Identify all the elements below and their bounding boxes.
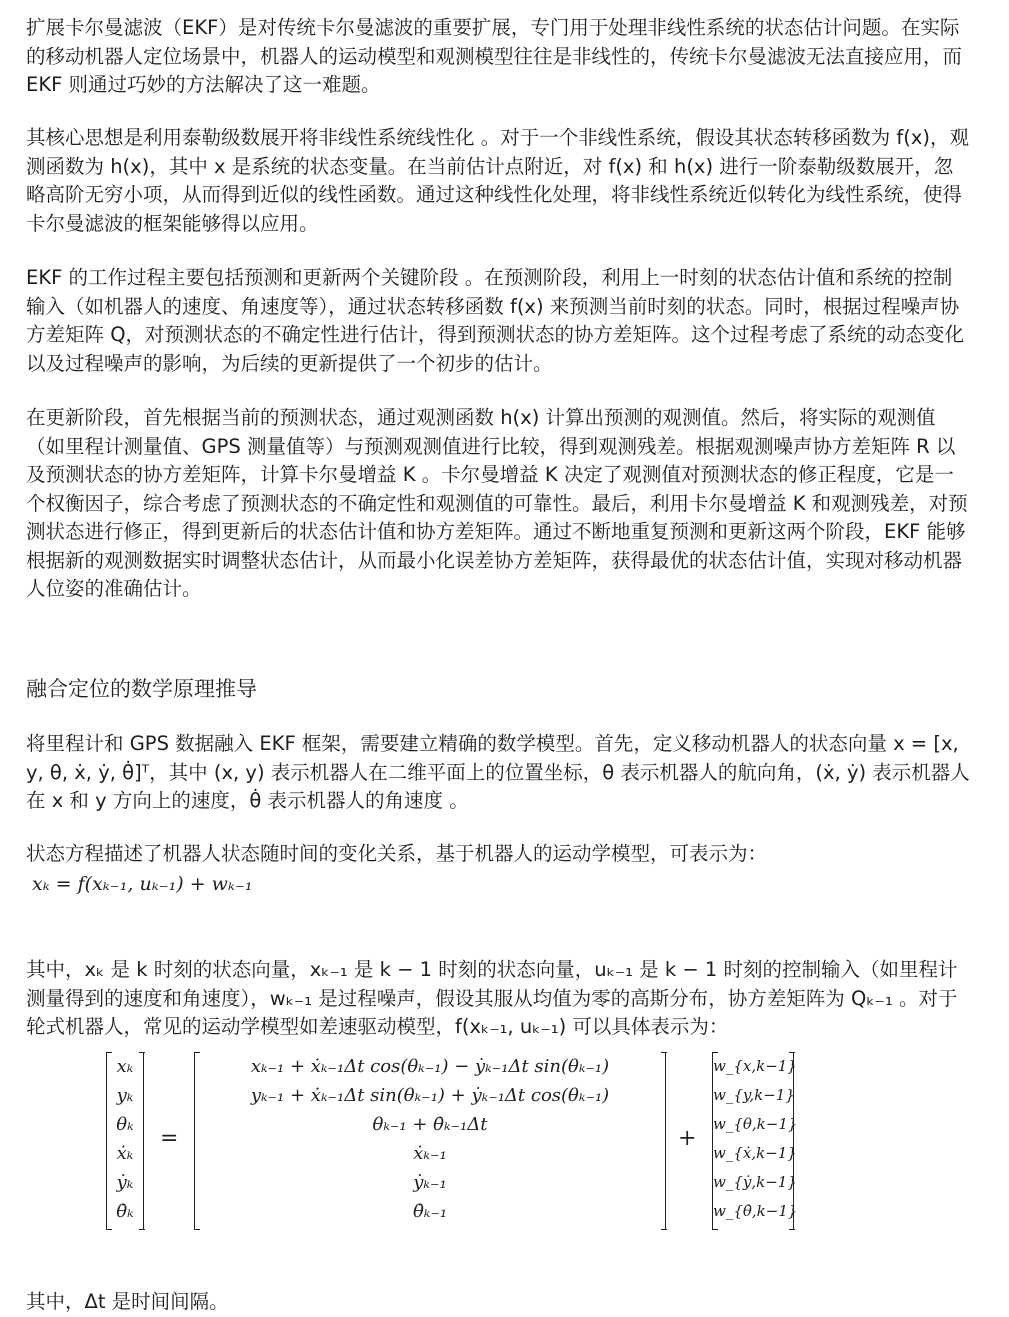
noise-entry: w_{ẋ,k−1} (713, 1144, 797, 1162)
plus-sign: + (678, 1126, 697, 1151)
state-equation: xₖ = f(xₖ₋₁, uₖ₋₁) + wₖ₋₁ (32, 873, 253, 895)
rhs-entry: ẏₖ₋₁ (413, 1172, 447, 1193)
kinematic-matrix-equation (26, 1052, 971, 1232)
noise-vector (712, 1052, 798, 1230)
lhs-entry: yₖ (116, 1085, 134, 1106)
rhs-function-vector (194, 1052, 666, 1230)
paragraph-delta-t (26, 1288, 971, 1317)
paragraph-state-vector (26, 730, 971, 816)
paragraph-where (26, 956, 971, 1042)
paragraph-process (26, 264, 971, 378)
lhs-entry: ẋₖ (116, 1143, 134, 1164)
noise-entry: w_{θ,k−1} (713, 1115, 798, 1133)
section-heading: 融合定位的数学原理推导 (26, 677, 257, 701)
lhs-entry: ẏₖ (116, 1172, 134, 1193)
lhs-vector (106, 1052, 144, 1230)
paragraph-text: EKF 的工作过程主要包括预测和更新两个关键阶段 。在预测阶段，利用上一时刻的状态估计值和系统的控制输入（如机器人的速度、角速度等），通过状态转移函数 f(x) 来预测当前时刻的状态。同时，根据过程噪声协方差矩阵 Q，对预测状态的不确定性进行估计，得到预测状态的协方差矩阵。这个过程考虑了系统的动态变化以及过程噪声的影响，为后续的更新提供了一个初步的估计。 (26, 266, 965, 375)
rhs-entry: θₖ₋₁ + θ̇ₖ₋₁Δt (372, 1114, 488, 1135)
noise-entry: w_{y,k−1} (713, 1086, 795, 1104)
rhs-entry: yₖ₋₁ + ẋₖ₋₁Δt sin(θₖ₋₁) + ẏₖ₋₁Δt cos(θₖ₋₁) (250, 1085, 610, 1106)
paragraph-text: 其中，Δt 是时间间隔。 (26, 1290, 229, 1313)
paragraph-text: 状态方程描述了机器人状态随时间的变化关系，基于机器人的运动学模型，可表示为： (26, 842, 768, 865)
rhs-entry: θ̇ₖ₋₁ (412, 1201, 448, 1222)
paragraph-ekf-intro (26, 14, 971, 100)
paragraph-text: 其中，xₖ 是 k 时刻的状态向量，xₖ₋₁ 是 k − 1 时刻的状态向量，uₖ₋₁ 是 k − 1 时刻的控制输入（如里程计测量得到的速度和角速度），wₖ₋₁ 是过程噪声，假设其服从均值为零的高斯分布，协方差矩阵为 Qₖ₋₁ 。对于轮式机器人，常见的运动学模型如差速驱动模型，f(xₖ₋₁, uₖ₋₁) 可以具体表示为： (26, 958, 958, 1038)
noise-entry: w_{ẏ,k−1} (713, 1173, 797, 1191)
equals-sign: = (160, 1126, 179, 1151)
rhs-entry: xₖ₋₁ + ẋₖ₋₁Δt cos(θₖ₋₁) − ẏₖ₋₁Δt sin(θₖ₋₁) (250, 1056, 610, 1077)
paragraph-text: 其核心思想是利用泰勒级数展开将非线性系统线性化 。对于一个非线性系统，假设其状态转移函数为 f(x)，观测函数为 h(x)，其中 x 是系统的状态变量。在当前估计点附近，对 f(x) 和 h(x) 进行一阶泰勒级数展开，忽略高阶无穷小项，从而得到近似的线性函数。通过这种线性化处理，将非线性系统近似转化为线性系统，使得卡尔曼滤波的框架能够得以应用。 (26, 126, 970, 235)
rhs-entry: ẋₖ₋₁ (413, 1143, 447, 1164)
lhs-entry: θₖ (116, 1114, 134, 1135)
lhs-entry: xₖ (116, 1056, 134, 1077)
lhs-entry: θ̇ₖ (116, 1201, 134, 1222)
paragraph-update (26, 404, 971, 604)
paragraph-text: 在更新阶段，首先根据当前的预测状态，通过观测函数 h(x) 计算出预测的观测值。然后，将实际的观测值（如里程计测量值、GPS 测量值等）与预测观测值进行比较，得到观测残差。根据观测噪声协方差矩阵 R 以及预测状态的协方差矩阵，计算卡尔曼增益 K 。卡尔曼增益 K 决定了观测值对预测状态的修正程度，它是一个权衡因子，综合考虑了预测状态的不确定性和观测值的可靠性。最后，利用卡尔曼增益 K 和观测残差，对预测状态进行修正，得到更新后的状态估计值和协方差矩阵。通过不断地重复预测和更新这两个阶段，EKF 能够根据新的观测数据实时调整状态估计，从而最小化误差协方差矩阵，获得最优的状态估计值，实现对移动机器人位姿的准确估计。 (26, 406, 968, 600)
paragraph-text: 扩展卡尔曼滤波（EKF）是对传统卡尔曼滤波的重要扩展，专门用于处理非线性系统的状态估计问题。在实际的移动机器人定位场景中，机器人的运动模型和观测模型往往是非线性的，传统卡尔曼滤波无法直接应用，而 EKF 则通过巧妙的方法解决了这一难题。 (26, 16, 963, 96)
noise-entry: w_{θ̇,k−1} (713, 1202, 798, 1220)
paragraph-text: 将里程计和 GPS 数据融入 EKF 框架，需要建立精确的数学模型。首先，定义移动机器人的状态向量 x = [x, y, θ, ẋ, ẏ, θ̇]ᵀ，其中 (x, y) 表示机器人在二维平面上的位置坐标，θ 表示机器人的航向角，(ẋ, ẏ) 表示机器人在 x 和 y 方向上的速度，θ̇ 表示机器人的角速度 。 (26, 732, 970, 812)
noise-entry: w_{x,k−1} (713, 1057, 797, 1075)
paragraph-core-idea (26, 124, 971, 238)
paragraph-state-equation-intro (26, 840, 971, 869)
